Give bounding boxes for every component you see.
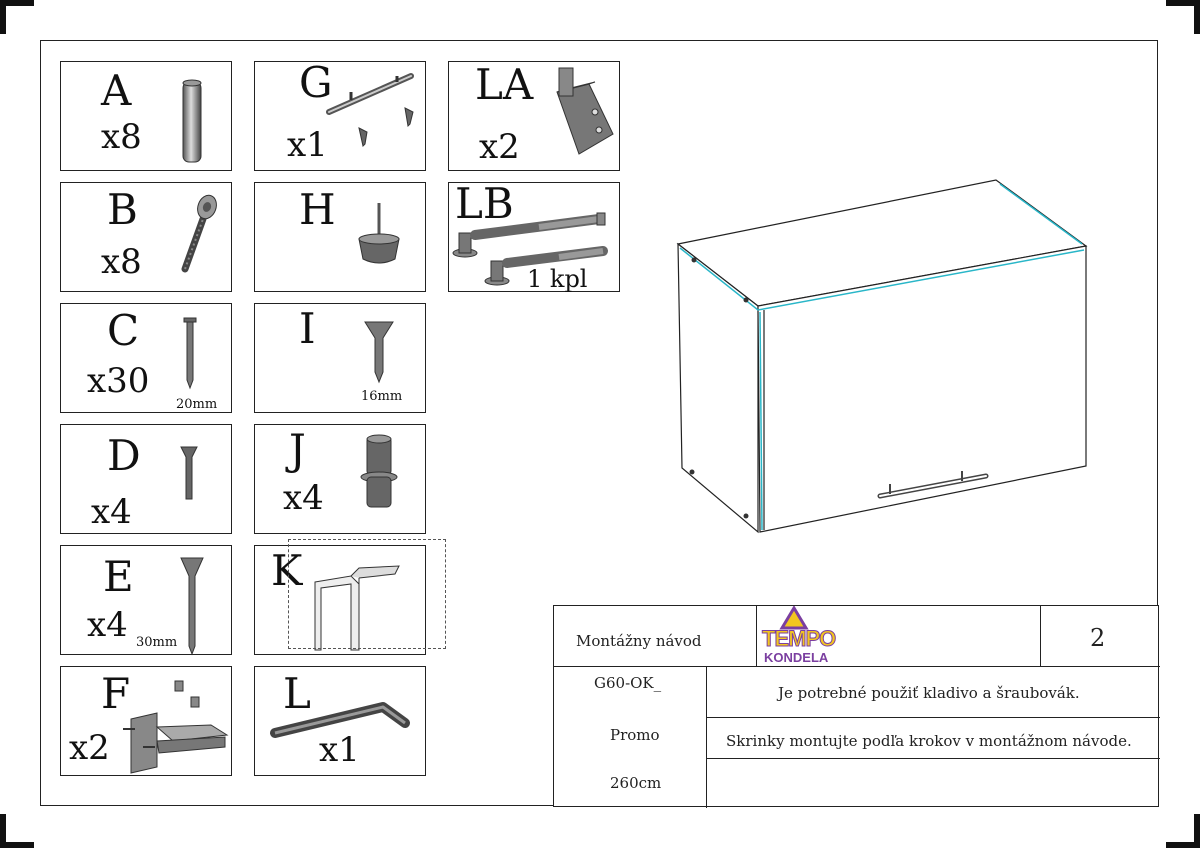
product-code: G60-OK_ [594, 674, 662, 692]
part-quantity: x2 [479, 127, 520, 167]
part-letter: L [283, 669, 311, 718]
gas-piston-icon [449, 179, 621, 293]
manual-heading: Montážny návod [576, 632, 702, 650]
part-f [60, 666, 232, 776]
part-quantity: 1 kpl [527, 265, 588, 293]
logo-text-top: TEMPO [762, 626, 836, 651]
part-c [60, 303, 232, 413]
part-quantity: x1 [287, 125, 328, 165]
dowel-icon [61, 62, 233, 172]
corner-mark-bottom-right [1166, 814, 1200, 848]
part-letter: E [103, 552, 134, 601]
part-letter: B [107, 185, 138, 234]
product-size: 260cm [610, 774, 662, 792]
part-letter: A [101, 66, 132, 115]
part-e [60, 545, 232, 655]
part-size: 20mm [176, 397, 218, 412]
handle-icon [255, 58, 427, 172]
part-quantity: x30 [87, 361, 150, 401]
part-l [254, 666, 426, 776]
part-quantity: x1 [319, 730, 360, 770]
part-quantity: x4 [91, 492, 132, 532]
corner-mark-bottom-left [0, 814, 34, 848]
part-letter: F [101, 669, 131, 718]
part-j [254, 424, 426, 534]
screw-icon [61, 546, 233, 656]
part-letter: K [271, 546, 303, 595]
part-la [448, 61, 620, 171]
part-size: 30mm [136, 635, 178, 650]
part-letter: LA [475, 60, 534, 109]
page-number: 2 [1090, 624, 1106, 652]
wall-hanger-icon [449, 62, 621, 172]
corner-mark-top-right [1166, 0, 1200, 34]
panel-cutout-dashed [288, 539, 446, 649]
part-g [254, 58, 426, 171]
hinge-icon [61, 667, 233, 777]
note-assembly: Skrinky montujte podľa krokov v montážnom návode. [726, 732, 1132, 750]
part-size: 16mm [361, 389, 403, 404]
part-a [60, 61, 232, 171]
part-letter: C [107, 306, 140, 355]
shelf-pin-icon [255, 425, 427, 535]
part-quantity: x2 [69, 728, 110, 768]
confirmat-plug-icon [61, 425, 233, 535]
part-d [60, 424, 232, 534]
brand-logo [762, 606, 842, 666]
corner-mark-top-left [0, 0, 34, 34]
part-quantity: x4 [87, 605, 128, 645]
note-tools: Je potrebné použiť kladivo a šraubovák. [778, 684, 1080, 702]
part-quantity: x8 [101, 242, 142, 282]
part-letter: I [299, 304, 316, 353]
part-letter: G [299, 58, 333, 107]
part-i [254, 303, 426, 413]
part-quantity: x4 [283, 478, 324, 518]
part-b [60, 182, 232, 292]
nail-icon [61, 304, 233, 414]
part-letter: J [289, 425, 306, 474]
screw-icon [255, 304, 427, 414]
product-line: Promo [610, 726, 660, 744]
logo-text-bottom: KONDELA [764, 650, 829, 665]
part-quantity: x8 [101, 117, 142, 157]
part-lb [448, 179, 620, 293]
hex-key-icon [255, 667, 427, 777]
part-h [254, 182, 426, 292]
cam-bolt-icon [61, 183, 233, 293]
title-block [553, 605, 1159, 807]
part-letter: LB [455, 179, 514, 228]
cabinet-foot-icon [255, 183, 427, 293]
part-letter: D [107, 431, 141, 480]
part-letter: H [299, 185, 336, 234]
wall-cabinet-drawing [670, 170, 1100, 540]
